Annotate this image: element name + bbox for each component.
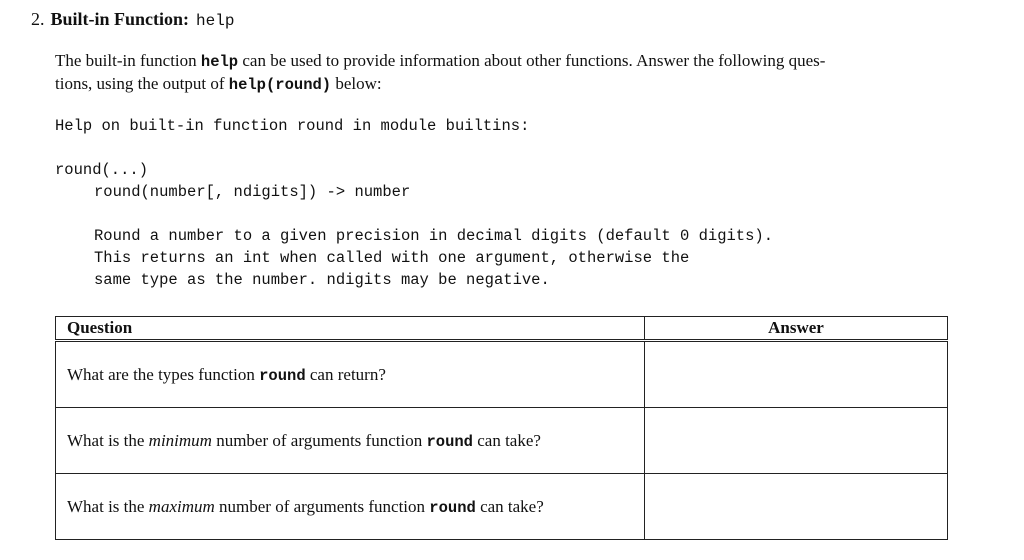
intro-line-2 [55, 73, 985, 96]
intro-code: help [200, 53, 239, 71]
question-title-code: help [196, 12, 235, 30]
question-cell [56, 474, 645, 540]
help-output-doc-line-3: same type as the number. ndigits may be negative. [94, 271, 550, 289]
intro-code: help(round) [228, 76, 332, 94]
table-row [56, 474, 948, 540]
question-emphasis: minimum [148, 430, 212, 450]
intro-text: tions, using the output of [55, 74, 229, 93]
qa-table [55, 316, 948, 540]
question-code: round [259, 366, 306, 385]
question-cell [56, 408, 645, 474]
question-column-header: Question [56, 317, 645, 340]
question-text: What are the types function [67, 364, 260, 384]
question-text: What is the [67, 430, 149, 450]
question-code: round [426, 432, 473, 451]
help-output-header: Help on built-in function round in module builtins: [55, 117, 530, 135]
intro-text: The built-in function [55, 51, 201, 70]
question-cell [56, 342, 645, 408]
intro-text: can be used to provide information about other functions. Answer the following ques- [238, 51, 826, 70]
question-text: number of arguments function [211, 430, 427, 450]
answer-cell[interactable] [645, 474, 948, 540]
table-row [56, 408, 948, 474]
question-text: number of arguments function [214, 496, 430, 516]
intro-paragraph [55, 50, 985, 96]
help-output-doc-line-2: This returns an int when called with one argument, otherwise the [94, 249, 690, 267]
question-emphasis: maximum [148, 496, 215, 516]
question-text: can return? [305, 364, 386, 384]
table-header-row [56, 317, 948, 340]
help-output-doc-line-1: Round a number to a given precision in decimal digits (default 0 digits). [94, 227, 774, 245]
question-text: What is the [67, 496, 149, 516]
question-text: can take? [475, 496, 544, 516]
question-number: 2. [31, 9, 45, 29]
table-row [56, 342, 948, 408]
question-code: round [429, 498, 476, 517]
question-text: can take? [472, 430, 541, 450]
question-heading [31, 8, 234, 32]
intro-line-1 [55, 50, 985, 73]
answer-cell[interactable] [645, 408, 948, 474]
answer-column-header: Answer [645, 317, 948, 340]
intro-text: below: [331, 74, 382, 93]
help-output-signature: round(...) [55, 161, 149, 179]
answer-cell[interactable] [645, 342, 948, 408]
question-title: Built-in Function: [50, 9, 190, 29]
help-output-usage: round(number[, ndigits]) -> number [94, 183, 411, 201]
